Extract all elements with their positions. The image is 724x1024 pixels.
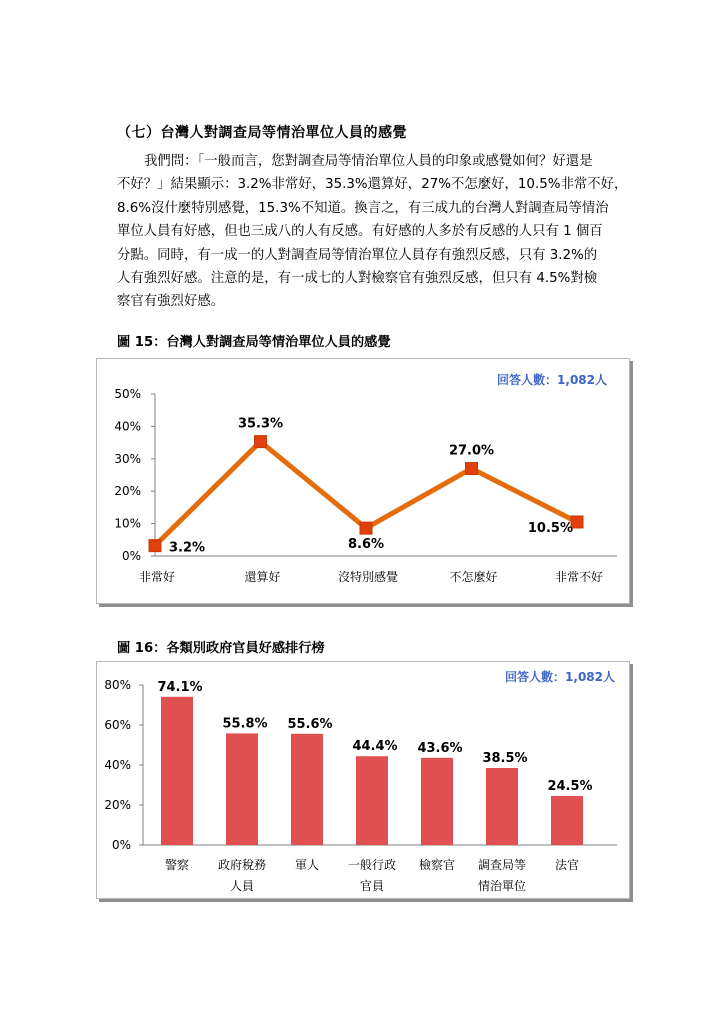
paragraph-line: 人有強烈好感。注意的是，有一成七的人對檢察官有強烈反感，但只有 4.5%對檢 bbox=[117, 271, 598, 287]
data-point bbox=[149, 540, 161, 552]
x-category-label: 檢察官 bbox=[418, 858, 456, 872]
y-tick-label: 0% bbox=[111, 838, 131, 852]
data-label: 27.0% bbox=[448, 443, 495, 459]
bar-chart bbox=[97, 662, 629, 898]
respondents-label: 回答人數：1,082人 bbox=[505, 670, 615, 684]
body-paragraph bbox=[117, 150, 642, 314]
x-category-label: 人員 bbox=[229, 879, 255, 893]
y-tick-label: 40% bbox=[114, 419, 141, 434]
bar bbox=[551, 796, 583, 845]
bar bbox=[161, 697, 193, 845]
data-label: 74.1% bbox=[157, 679, 203, 695]
paragraph-line: 分點。同時，有一成一的人對調查局等情治單位人員存有強烈反感，只有 3.2%的 bbox=[117, 247, 598, 263]
data-label: 24.5% bbox=[547, 779, 593, 794]
x-category-label: 非常不好 bbox=[554, 570, 604, 584]
data-label: 10.5% bbox=[527, 520, 573, 536]
y-tick-label: 40% bbox=[104, 758, 131, 772]
x-category-label: 調查局等 bbox=[477, 858, 527, 872]
data-label: 35.3% bbox=[237, 416, 284, 432]
bar bbox=[226, 733, 258, 845]
data-point bbox=[466, 463, 478, 475]
respondents-label: 回答人數：1,082人 bbox=[497, 373, 607, 387]
paragraph-line: 不好？」結果顯示：3.2%非常好，35.3%還算好，27%不怎麼好，10.5%非常不好， bbox=[117, 177, 628, 193]
data-label: 55.8% bbox=[222, 716, 268, 732]
x-category-label: 官員 bbox=[359, 879, 385, 893]
bar bbox=[356, 756, 388, 845]
paragraph-line: 察官有強烈好感。 bbox=[117, 294, 225, 310]
x-category-label: 沒特別感覺 bbox=[337, 570, 399, 584]
bar bbox=[421, 758, 453, 845]
data-point bbox=[255, 436, 267, 448]
y-tick-label: 10% bbox=[114, 516, 141, 531]
line-chart bbox=[97, 359, 629, 603]
x-category-label: 非常好 bbox=[138, 570, 176, 584]
y-tick-label: 80% bbox=[104, 678, 131, 692]
paragraph-line: 8.6%沒什麼特別感覺，15.3%不知道。換言之，有三成九的台灣人對調查局等情治 bbox=[117, 200, 609, 216]
x-category-label: 政府稅務 bbox=[217, 858, 267, 872]
y-tick-label: 60% bbox=[104, 718, 131, 732]
y-tick-label: 20% bbox=[104, 798, 131, 812]
bar bbox=[291, 734, 323, 845]
data-label: 55.6% bbox=[287, 716, 333, 732]
data-point bbox=[360, 522, 372, 534]
data-label: 44.4% bbox=[352, 739, 398, 755]
figure16-chart bbox=[96, 661, 630, 899]
paragraph-line: 我們問：「一般而言，您對調查局等情治單位人員的印象或感覺如何？好還是 bbox=[144, 154, 593, 169]
data-label: 3.2% bbox=[169, 540, 206, 556]
figure15-caption: 圖 15：台灣人對調查局等情治單位人員的感覺 bbox=[117, 335, 391, 350]
x-category-label: 法官 bbox=[554, 858, 580, 872]
figure16-caption: 圖 16：各類別政府官員好感排行榜 bbox=[117, 641, 325, 656]
figure15-chart bbox=[96, 358, 630, 604]
data-label: 38.5% bbox=[482, 751, 528, 766]
bar bbox=[486, 768, 518, 845]
section-heading: （七）台灣人對調查局等情治單位人員的感覺 bbox=[117, 125, 407, 141]
y-tick-label: 0% bbox=[121, 549, 141, 563]
data-label: 43.6% bbox=[417, 740, 463, 756]
y-tick-label: 50% bbox=[114, 387, 141, 401]
paragraph-line: 單位人員有好感，但也三成八的人有反感。有好感的人多於有反感的人只有 1 個百 bbox=[117, 224, 603, 240]
data-label: 8.6% bbox=[347, 537, 385, 553]
y-tick-label: 30% bbox=[114, 451, 141, 466]
x-category-label: 警察 bbox=[164, 858, 190, 872]
y-tick-label: 20% bbox=[114, 484, 141, 499]
x-category-label: 還算好 bbox=[244, 570, 281, 584]
x-category-label: 不怎麼好 bbox=[449, 570, 498, 584]
x-category-label: 軍人 bbox=[294, 858, 320, 872]
x-category-label: 一般行政 bbox=[347, 858, 397, 872]
x-category-label: 情治單位 bbox=[477, 879, 527, 893]
